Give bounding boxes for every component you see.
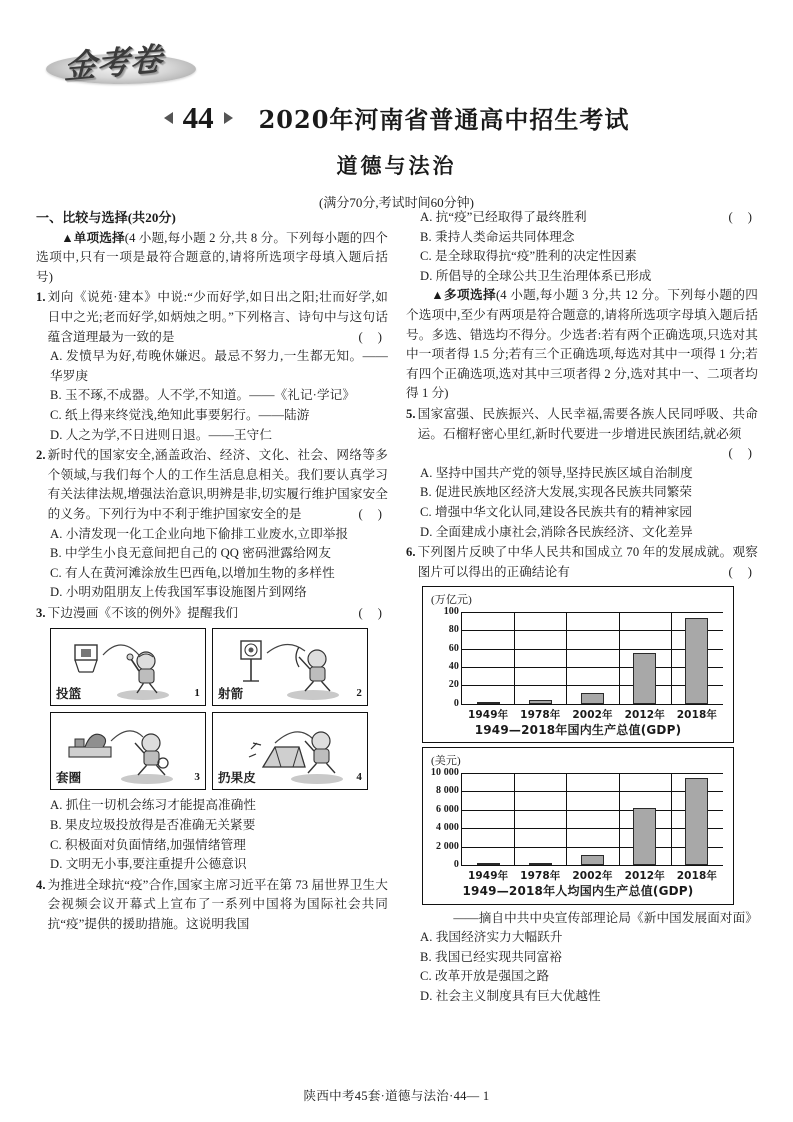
question-1-number: 1. <box>36 290 46 305</box>
question-2-answer-bracket[interactable]: ( ) <box>358 506 388 521</box>
chart-category-divider <box>566 612 567 704</box>
comic-panel-2-index: 2 <box>356 686 362 699</box>
multi-choice-marker: ▲多项选择 <box>431 288 496 303</box>
chart-bar <box>633 808 656 865</box>
comic-panel-2 <box>212 628 368 706</box>
chart-gdp-total-plot <box>443 606 723 721</box>
question-4-option-c[interactable]: C. 是全球取得抗“疫”胜利的决定性因素 <box>420 249 637 264</box>
chart-y-tick: 20 <box>448 679 459 691</box>
chart-gridline <box>462 828 723 829</box>
question-1-option-d[interactable]: D. 人之为学,不日进则日退。——王守仁 <box>50 427 273 442</box>
chart-y-tick: 2 000 <box>436 840 459 852</box>
question-5-option-a[interactable]: A. 坚持中国共产党的领导,坚持民族区域自治制度 <box>420 465 693 480</box>
question-1-option-a[interactable]: A. 发愤早为好,苟晚休嫌迟。最忌不努力,一生都无知。——华罗庚 <box>50 349 388 383</box>
question-2-option-d[interactable]: D. 小明劝阻朋友上传我国军事设施图片到网络 <box>50 585 307 600</box>
comic-figure <box>50 628 368 790</box>
section-heading-part1: 一、比较与选择(共20分) <box>36 210 176 225</box>
question-5-stem-text: 国家富强、民族振兴、人民幸福,需要各族人民同呼吸、共命运。石榴籽密心里红,新时代要进一步增进民族团结,就必须 <box>417 406 758 441</box>
chart-bar <box>529 700 552 704</box>
comic-row-bottom <box>50 712 368 790</box>
single-choice-desc: (4 小题,每小题 2 分,共 8 分。下列每小题的四个选项中,只有一项是最符合题意的,请将所选项字母填入题后括号) <box>36 230 388 284</box>
chart-category-divider <box>514 612 515 704</box>
paper-number: 44 <box>182 100 214 135</box>
comic-panel-3 <box>50 712 206 790</box>
question-5-option-b[interactable]: B. 促进民族地区经济大发展,实现各民族共同繁荣 <box>420 485 693 500</box>
question-2 <box>36 446 388 524</box>
multi-choice-desc: (4 小题,每小题 3 分,共 12 分。下列每小题的四个选项中,至少有两项是符合题意的,请将所选项字母填入题后括号。多选、错选均不得分。少选者:若有两个正确选项,只选对其中一项者得 1.5 分;若有三个正确选项,每选对其中一项得 1 分;若有四个正确选项,选对其中三项者得 2 分,选对其中一、二项者均得 1 分) <box>406 288 758 401</box>
question-1-option-b[interactable]: B. 玉不琢,不成器。人不学,不知道。——《礼记·学记》 <box>50 388 356 403</box>
question-6-stem <box>418 543 758 582</box>
question-4 <box>36 876 388 935</box>
chart-x-tick: 2018年 <box>676 870 718 883</box>
page-title <box>0 100 793 136</box>
question-1-option-c[interactable]: C. 纸上得来终觉浅,绝知此事要躬行。——陆游 <box>50 407 310 422</box>
logo-text: 金考卷 <box>63 39 164 87</box>
chart-category-divider <box>514 773 515 865</box>
question-5-answer-bracket[interactable]: ( ) <box>728 446 758 461</box>
question-6-citation: ——摘自中共中央宣传部理论局《新中国发展面对面》 <box>453 910 758 925</box>
two-column-body <box>36 208 758 1068</box>
chart-y-tick: 8 000 <box>436 785 459 797</box>
chart-gridline <box>462 847 723 848</box>
brand-logo <box>38 24 218 90</box>
question-6 <box>406 543 758 582</box>
chart-x-tick: 2012年 <box>624 870 665 883</box>
question-2-option-a[interactable]: A. 小清发现一化工企业向地下偷排工业废水,立即举报 <box>50 526 349 541</box>
chart-gdp-total <box>422 586 734 743</box>
right-column <box>406 208 758 1068</box>
chart-y-tick: 4 000 <box>436 822 459 834</box>
chart-bar <box>581 855 604 865</box>
question-2-option-b[interactable]: B. 中学生小良无意间把自己的 QQ 密码泄露给网友 <box>50 546 332 561</box>
chart-y-tick: 6 000 <box>436 804 459 816</box>
chart-bar <box>685 778 708 865</box>
chart-y-tick: 80 <box>448 624 459 636</box>
single-choice-instructions <box>36 229 388 288</box>
question-5 <box>406 405 758 464</box>
chart-y-tick: 100 <box>443 606 459 618</box>
question-3-number: 3. <box>36 605 46 620</box>
chart-category-divider <box>671 612 672 704</box>
question-3-stem-text: 下边漫画《不该的例外》提醒我们 <box>47 605 239 620</box>
question-6-option-b[interactable]: B. 我国已经实现共同富裕 <box>420 949 562 964</box>
question-1-stem-text: 刘向《说苑·建本》中说:“少而好学,如日出之阳;壮而好学,如日中之光;老而好学,如炳烛之明。”下列格言、诗句中与这句话蕴含道理最为一致的是 <box>47 290 388 344</box>
comic-panel-1-index: 1 <box>194 686 200 699</box>
chart-gridline <box>462 612 723 613</box>
chart-gridline <box>462 773 723 774</box>
chart-x-tick: 1978年 <box>520 708 561 721</box>
question-5-stem <box>418 405 758 464</box>
right-arrow-icon <box>224 112 233 124</box>
question-2-number: 2. <box>36 448 46 463</box>
chart-y-tick: 0 <box>453 698 459 710</box>
question-6-option-d[interactable]: D. 社会主义制度具有巨大优越性 <box>420 989 601 1004</box>
question-3-option-c[interactable]: C. 积极面对负面情绪,加强情绪管理 <box>50 837 246 852</box>
chart-x-tick: 1949年 <box>467 870 509 883</box>
question-2-stem <box>48 446 388 524</box>
chart-y-tick: 0 <box>453 859 459 871</box>
question-2-emphasis: 不利于 ・・・ <box>162 507 200 521</box>
question-3 <box>36 604 388 624</box>
question-3-stem <box>48 604 388 624</box>
question-3-answer-bracket[interactable]: ( ) <box>358 605 388 620</box>
question-4-option-b[interactable]: B. 秉持人类命运共同体理念 <box>420 229 575 244</box>
comic-panel-4-label: 扔果皮 <box>218 769 256 785</box>
chart-gridline <box>462 649 723 650</box>
question-5-number: 5. <box>406 406 416 421</box>
comic-panel-4-index: 4 <box>356 770 362 783</box>
question-4-number: 4. <box>36 877 46 892</box>
comic-row-top <box>50 628 368 706</box>
chart-x-tick: 1949年 <box>467 708 509 721</box>
chart-category-divider <box>671 773 672 865</box>
chart-bar <box>477 863 500 865</box>
chart-gdp-percapita <box>422 747 734 904</box>
question-3-option-d[interactable]: D. 文明无小事,要注重提升公德意识 <box>50 857 247 872</box>
page-footer: 陕西中考45套·道德与法治·44— 1 <box>303 1089 490 1103</box>
exam-title: 2020年河南省普通高中招生考试 <box>258 105 630 134</box>
chart-x-tick: 1978年 <box>520 870 561 883</box>
question-5-option-d[interactable]: D. 全面建成小康社会,消除各民族经济、文化差异 <box>420 524 693 539</box>
chart-gridline <box>462 685 723 686</box>
chart-bar <box>581 693 604 704</box>
question-2-option-c[interactable]: C. 有人在黄河滩涂放生巴西龟,以增加生物的多样性 <box>50 565 335 580</box>
chart-y-tick: 40 <box>448 661 459 673</box>
chart-gridline <box>462 667 723 668</box>
chart-x-tick: 2002年 <box>572 870 613 883</box>
chart-gdp-percapita-unit: (美元) <box>431 755 461 768</box>
chart-gdp-percapita-plot <box>430 767 723 883</box>
chart-category-divider <box>619 612 620 704</box>
chart-bar <box>529 863 552 865</box>
question-2-stem-text-1: 新时代的国家安全,涵盖政治、经济、文化、社会、网络等多个领域,与我们每个人的工作生活息息相关。我们要认真学习有关法律法规,增强法治意识,明辨是非,切实履行维护国家安全的义务。下列行为中 <box>47 448 388 521</box>
question-5-option-c[interactable]: C. 增强中华文化认同,建设各民族共有的精神家园 <box>420 504 693 519</box>
question-6-stem-text: 下列图片反映了中华人民共和国成立 70 年的发展成就。观察图片可以得出的正确结论有 <box>417 545 758 579</box>
score-time-line: (满分70分,考试时间60分钟) <box>319 195 474 210</box>
left-column <box>36 208 388 1068</box>
question-6-number: 6. <box>406 545 416 560</box>
question-3-option-a[interactable]: A. 抓住一切机会练习才能提高准确性 <box>50 798 257 813</box>
chart-gdp-total-unit: (万亿元) <box>431 594 472 607</box>
chart-gdp-total-caption: 1949—2018年国内生产总值(GDP) <box>474 722 682 737</box>
comic-panel-1-label: 投篮 <box>56 685 82 701</box>
chart-bar <box>685 618 708 704</box>
chart-gdp-percapita-caption: 1949—2018年人均国内生产总值(GDP) <box>462 884 694 899</box>
multi-choice-instructions <box>406 286 758 404</box>
chart-bar <box>477 702 500 704</box>
comic-panel-2-label: 射箭 <box>218 685 244 701</box>
chart-gridline <box>462 630 723 631</box>
chart-y-tick: 10 000 <box>430 767 459 779</box>
comic-panel-1 <box>50 628 206 706</box>
chart-category-divider <box>566 773 567 865</box>
chart-x-tick: 2002年 <box>572 708 613 721</box>
question-4-answer-bracket[interactable]: ( ) <box>728 210 758 224</box>
question-4-option-a[interactable]: A. 抗“疫”已经取得了最终胜利 <box>420 210 587 224</box>
question-6-answer-bracket[interactable]: ( ) <box>728 564 758 579</box>
question-4-stem: 为推进全球抗“疫”合作,国家主席习近平在第 73 届世界卫生大会视频会议开幕式上宣布了一系列中国将为国际社会共同抗“疫”提供的援助措施。这说明我国 <box>47 877 388 932</box>
chart-x-tick: 2012年 <box>624 708 665 721</box>
question-2-stem-text-2: 维护国家安全的是 <box>200 506 302 521</box>
chart-gridline <box>462 791 723 792</box>
comic-panel-3-index: 3 <box>194 770 200 783</box>
question-1-answer-bracket[interactable]: ( ) <box>358 329 388 344</box>
comic-panel-4 <box>212 712 368 790</box>
subject-title: 道德与法治 <box>336 154 457 178</box>
chart-x-tick: 2018年 <box>676 708 718 721</box>
question-1 <box>36 288 388 347</box>
question-1-stem <box>48 288 388 347</box>
left-arrow-icon <box>164 112 173 124</box>
question-4-option-d[interactable]: D. 所倡导的全球公共卫生治理体系已形成 <box>420 268 652 283</box>
question-6-option-c[interactable]: C. 改革开放是强国之路 <box>420 969 550 984</box>
chart-y-tick: 60 <box>448 642 459 654</box>
chart-category-divider <box>619 773 620 865</box>
single-choice-marker: ▲单项选择 <box>61 230 125 245</box>
chart-bar <box>633 653 656 704</box>
question-6-option-a[interactable]: A. 我国经济实力大幅跃升 <box>420 930 563 945</box>
question-3-option-b[interactable]: B. 果皮垃圾投放得是否准确无关紧要 <box>50 818 256 833</box>
chart-gridline <box>462 810 723 811</box>
comic-panel-3-label: 套圈 <box>56 769 82 785</box>
